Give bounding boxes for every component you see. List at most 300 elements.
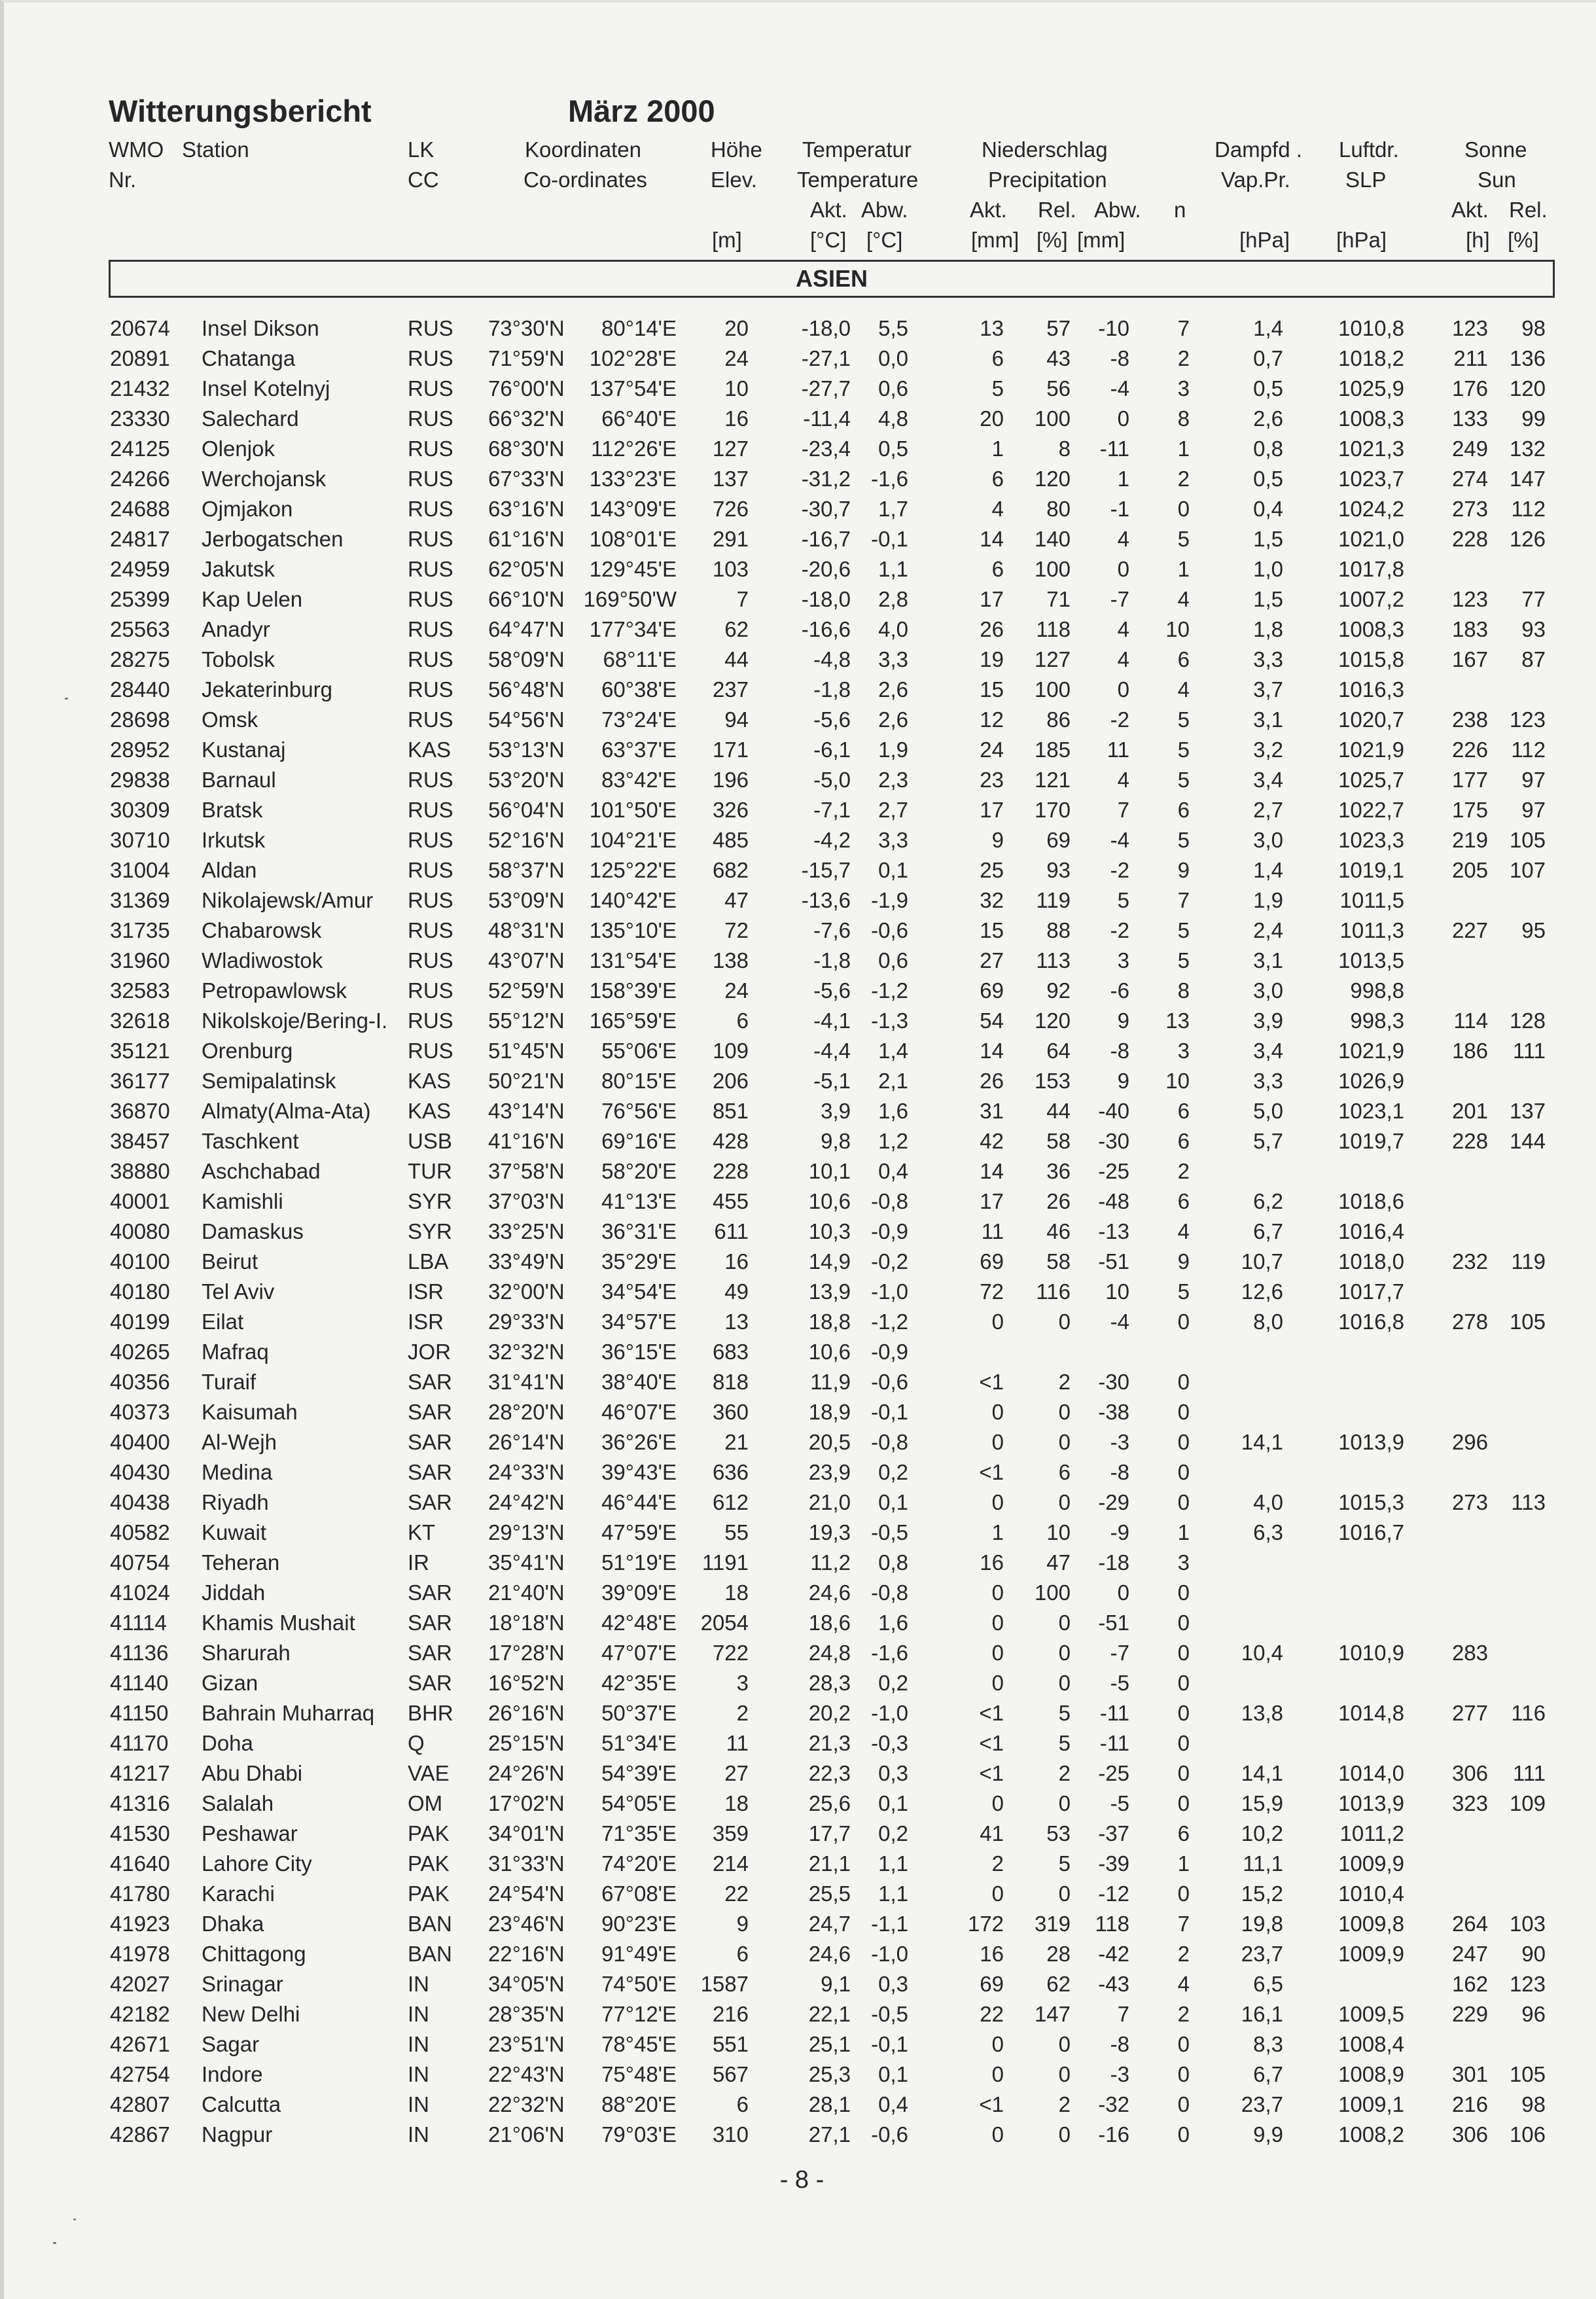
cell-country-code: BAN: [408, 1942, 452, 1966]
cell-longitude: 91°49'E: [601, 1942, 677, 1966]
cell-temp-akt: 28,1: [808, 2092, 851, 2116]
cell-slp: 1020,7: [1338, 707, 1404, 732]
cell-prec-days: 10: [1165, 1069, 1190, 1093]
cell-longitude: 137°54'E: [589, 376, 677, 401]
cell-wmo-nr: 24817: [110, 527, 170, 551]
cell-slp: 1015,8: [1338, 647, 1404, 671]
cell-country-code: SAR: [408, 1430, 452, 1454]
cell-longitude: 46°07'E: [601, 1400, 677, 1424]
section-heading-box: [109, 260, 1555, 298]
cell-station: Calcutta: [202, 2092, 281, 2116]
cell-temp-akt: 21,0: [808, 1490, 851, 1514]
cell-sun-akt: 264: [1451, 1912, 1488, 1936]
cell-prec-abw: 0: [1117, 557, 1129, 581]
cell-slp: 1021,9: [1338, 1039, 1404, 1063]
cell-latitude: 23°46'N: [488, 1912, 565, 1936]
cell-prec-days: 0: [1177, 1490, 1190, 1514]
cell-wmo-nr: 31960: [110, 948, 170, 972]
cell-longitude: 75°48'E: [601, 2062, 677, 2086]
cell-temp-abw: -0,3: [871, 1731, 908, 1755]
cell-wmo-nr: 32583: [110, 978, 170, 1003]
cell-vapour-pressure: 3,1: [1253, 948, 1283, 972]
cell-wmo-nr: 40080: [110, 1219, 170, 1243]
cell-elevation: 137: [712, 467, 749, 491]
cell-station: Srinagar: [202, 1972, 283, 1996]
cell-elevation: 103: [712, 557, 749, 581]
cell-sun-rel: 93: [1521, 617, 1546, 641]
cell-wmo-nr: 41150: [110, 1701, 169, 1725]
cell-prec-akt: 1: [991, 1520, 1004, 1544]
cell-temp-abw: 1,6: [878, 1611, 908, 1635]
cell-country-code: RUS: [408, 346, 453, 370]
cell-slp: 1026,9: [1338, 1069, 1404, 1093]
cell-wmo-nr: 40356: [110, 1370, 170, 1394]
cell-elevation: 7: [736, 587, 749, 611]
cell-temp-abw: 2,3: [878, 768, 908, 792]
cell-prec-abw: 7: [1117, 798, 1129, 822]
cell-slp: 1008,3: [1338, 406, 1404, 431]
cell-elevation: 21: [724, 1430, 749, 1454]
cell-temp-akt: -16,7: [801, 527, 851, 551]
table-row: [4, 885, 1596, 916]
cell-prec-abw: 0: [1117, 1580, 1129, 1605]
cell-prec-abw: -9: [1110, 1520, 1129, 1544]
cell-prec-akt: 9: [991, 828, 1004, 852]
cell-elevation: 726: [712, 497, 749, 521]
header-koordinaten: Koordinaten: [525, 137, 641, 162]
cell-latitude: 25°15'N: [488, 1731, 565, 1755]
cell-prec-rel: 28: [1046, 1942, 1071, 1966]
cell-prec-days: 2: [1177, 467, 1190, 491]
cell-temp-abw: 4,8: [878, 406, 908, 431]
cell-latitude: 53°20'N: [488, 768, 565, 792]
cell-country-code: LBA: [408, 1249, 449, 1274]
cell-sun-rel: 136: [1509, 346, 1546, 370]
cell-elevation: 9: [736, 1912, 749, 1936]
cell-temp-abw: -0,6: [871, 1370, 908, 1394]
cell-prec-akt: 20: [980, 406, 1004, 431]
table-row: [4, 1518, 1596, 1548]
cell-prec-akt: 0: [991, 2062, 1004, 2086]
cell-sun-akt: 232: [1451, 1249, 1488, 1274]
cell-prec-akt: 13: [980, 316, 1004, 340]
cell-sun-akt: 123: [1451, 587, 1488, 611]
cell-temp-akt: -1,8: [813, 948, 851, 972]
cell-prec-days: 4: [1177, 1219, 1190, 1243]
table-row: [4, 1307, 1596, 1337]
cell-temp-abw: 0,1: [878, 2062, 908, 2086]
cell-sun-rel: 97: [1521, 768, 1546, 792]
cell-prec-rel: 2: [1058, 1370, 1071, 1394]
table-row: [4, 554, 1596, 584]
cell-slp: 1017,7: [1338, 1279, 1404, 1304]
table-row: [4, 1548, 1596, 1578]
cell-latitude: 55°12'N: [488, 1008, 565, 1033]
cell-longitude: 46°44'E: [601, 1490, 677, 1514]
cell-temp-abw: -0,8: [871, 1580, 908, 1605]
cell-prec-abw: -11: [1099, 437, 1129, 461]
header-sun-akt: Akt.: [1451, 198, 1489, 222]
cell-prec-rel: 170: [1034, 798, 1071, 822]
cell-vapour-pressure: 13,8: [1241, 1701, 1283, 1725]
table-row: [4, 464, 1596, 494]
cell-prec-rel: 58: [1046, 1249, 1071, 1274]
cell-country-code: RUS: [408, 948, 453, 972]
report-title: Witterungsbericht: [109, 94, 372, 128]
cell-temp-abw: -1,3: [871, 1008, 908, 1033]
header-station: Station: [182, 137, 249, 162]
cell-wmo-nr: 29838: [110, 768, 170, 792]
cell-vapour-pressure: 5,7: [1253, 1129, 1283, 1153]
cell-sun-akt: 123: [1451, 316, 1488, 340]
cell-prec-abw: -16: [1098, 2122, 1129, 2147]
cell-temp-akt: -6,1: [813, 738, 851, 762]
cell-prec-akt: 24: [980, 738, 1004, 762]
cell-vapour-pressure: 3,9: [1253, 1008, 1283, 1033]
cell-prec-rel: 0: [1058, 2062, 1071, 2086]
cell-vapour-pressure: 5,0: [1253, 1099, 1283, 1123]
cell-station: Indore: [202, 2062, 263, 2086]
cell-country-code: RUS: [408, 677, 453, 702]
cell-sun-rel: 103: [1509, 1912, 1546, 1936]
cell-latitude: 28°20'N: [488, 1400, 565, 1424]
cell-temp-abw: -0,6: [871, 2122, 908, 2147]
cell-latitude: 24°26'N: [488, 1761, 565, 1785]
cell-prec-abw: 0: [1117, 677, 1129, 702]
cell-temp-abw: 0,6: [878, 376, 908, 401]
header-temperatur: Temperatur: [802, 137, 912, 162]
cell-slp: 1010,9: [1338, 1641, 1404, 1665]
scan-speck: [73, 2219, 76, 2220]
cell-longitude: 63°37'E: [601, 738, 677, 762]
cell-latitude: 61°16'N: [488, 527, 565, 551]
cell-longitude: 76°56'E: [601, 1099, 677, 1123]
cell-sun-rel: 109: [1509, 1791, 1546, 1815]
cell-slp: 1023,1: [1338, 1099, 1404, 1123]
cell-sun-akt: 114: [1453, 1008, 1488, 1033]
cell-sun-rel: 113: [1511, 1490, 1546, 1514]
cell-station: Taschkent: [202, 1129, 299, 1153]
cell-prec-days: 0: [1177, 1881, 1190, 1906]
cell-slp: 1007,2: [1338, 587, 1404, 611]
cell-wmo-nr: 41217: [110, 1761, 170, 1785]
cell-country-code: IN: [408, 2002, 429, 2026]
cell-prec-days: 0: [1177, 2092, 1190, 2116]
cell-sun-akt: 283: [1451, 1641, 1488, 1665]
cell-temp-abw: 2,8: [878, 587, 908, 611]
cell-prec-abw: -11: [1099, 1731, 1129, 1755]
cell-vapour-pressure: 12,6: [1241, 1279, 1283, 1304]
cell-prec-days: 0: [1177, 497, 1190, 521]
header-slp: SLP: [1345, 168, 1387, 192]
cell-wmo-nr: 38880: [110, 1159, 170, 1183]
table-row: [4, 1217, 1596, 1247]
cell-slp: 1011,5: [1339, 888, 1404, 912]
cell-sun-akt: 183: [1451, 617, 1488, 641]
cell-temp-akt: 24,6: [808, 1580, 851, 1605]
cell-prec-days: 0: [1177, 1791, 1190, 1815]
cell-prec-akt: 0: [991, 2122, 1004, 2147]
cell-station: Kaisumah: [202, 1400, 298, 1424]
cell-prec-abw: 0: [1117, 406, 1129, 431]
table-row: [4, 1969, 1596, 1999]
cell-wmo-nr: 31369: [110, 888, 170, 912]
cell-prec-akt: 31: [980, 1099, 1004, 1123]
cell-latitude: 35°41'N: [488, 1550, 565, 1575]
cell-vapour-pressure: 14,1: [1241, 1430, 1283, 1454]
cell-station: Karachi: [202, 1881, 275, 1906]
cell-prec-days: 7: [1177, 888, 1190, 912]
cell-prec-abw: -10: [1098, 316, 1129, 340]
cell-prec-days: 0: [1177, 1731, 1190, 1755]
cell-prec-rel: 62: [1046, 1972, 1071, 1996]
cell-wmo-nr: 42754: [110, 2062, 170, 2086]
cell-station: Nikolskoje/Bering-I.: [202, 1008, 388, 1033]
cell-country-code: IN: [408, 2062, 429, 2086]
cell-prec-abw: -11: [1099, 1701, 1129, 1725]
cell-wmo-nr: 40438: [110, 1490, 170, 1514]
cell-longitude: 169°50'W: [583, 587, 677, 611]
table-row: [4, 1578, 1596, 1608]
cell-prec-rel: 46: [1046, 1219, 1071, 1243]
cell-longitude: 135°10'E: [589, 918, 677, 942]
header-temperature: Temperature: [797, 168, 919, 192]
cell-temp-akt: 10,6: [808, 1189, 851, 1213]
cell-prec-abw: -38: [1098, 1400, 1129, 1424]
cell-sun-rel: 128: [1509, 1008, 1546, 1033]
cell-temp-akt: 25,3: [808, 2062, 851, 2086]
cell-prec-abw: 9: [1117, 1008, 1129, 1033]
cell-wmo-nr: 41136: [110, 1641, 169, 1665]
cell-slp: 1021,0: [1338, 527, 1404, 551]
cell-vapour-pressure: 2,6: [1253, 406, 1283, 431]
cell-temp-abw: 0,1: [878, 1791, 908, 1815]
cell-slp: 1010,8: [1338, 316, 1404, 340]
cell-country-code: IN: [408, 2122, 429, 2147]
header-unit-mm-abw: [mm]: [1077, 228, 1126, 252]
cell-sun-rel: 116: [1511, 1701, 1546, 1725]
cell-slp: 1009,9: [1338, 1851, 1404, 1876]
table-row: [4, 1096, 1596, 1126]
cell-prec-akt: 0: [991, 1611, 1004, 1635]
cell-longitude: 68°11'E: [603, 647, 677, 671]
cell-temp-akt: -16,6: [801, 617, 851, 641]
cell-prec-days: 2: [1177, 1159, 1190, 1183]
header-prec-n: n: [1174, 198, 1186, 222]
cell-longitude: 79°03'E: [601, 2122, 677, 2147]
cell-temp-akt: -27,7: [801, 376, 851, 401]
cell-sun-akt: 228: [1451, 1129, 1488, 1153]
cell-prec-abw: 10: [1105, 1279, 1129, 1304]
table-row: [4, 2090, 1596, 2120]
cell-prec-rel: 69: [1046, 828, 1071, 852]
cell-vapour-pressure: 6,7: [1253, 1219, 1283, 1243]
cell-prec-rel: 0: [1058, 1430, 1071, 1454]
cell-prec-rel: 100: [1034, 1580, 1071, 1605]
header-vap-pr: Vap.Pr.: [1221, 168, 1290, 192]
cell-latitude: 58°37'N: [488, 858, 565, 882]
cell-sun-rel: 87: [1521, 647, 1546, 671]
cell-slp: 1009,8: [1338, 1912, 1404, 1936]
cell-prec-rel: 153: [1034, 1069, 1071, 1093]
cell-wmo-nr: 36870: [110, 1099, 170, 1123]
cell-station: Salechard: [202, 406, 299, 431]
page-number: - 8 -: [779, 2166, 825, 2194]
cell-latitude: 22°16'N: [488, 1942, 565, 1966]
cell-temp-akt: 10,3: [808, 1219, 851, 1243]
cell-country-code: RUS: [408, 617, 453, 641]
header-unit-c-abw: [°C]: [866, 228, 903, 252]
cell-prec-days: 7: [1177, 1912, 1190, 1936]
cell-prec-days: 6: [1177, 1129, 1190, 1153]
cell-wmo-nr: 36177: [110, 1069, 170, 1093]
cell-prec-rel: 71: [1046, 587, 1071, 611]
cell-sun-rel: 120: [1509, 376, 1546, 401]
cell-prec-abw: -2: [1110, 707, 1129, 732]
cell-prec-abw: 11: [1107, 738, 1129, 762]
cell-latitude: 33°49'N: [488, 1249, 565, 1274]
cell-prec-rel: 80: [1046, 497, 1071, 521]
cell-elevation: 10: [724, 376, 749, 401]
cell-prec-abw: -5: [1110, 1671, 1129, 1695]
cell-latitude: 67°33'N: [488, 467, 565, 491]
cell-temp-akt: -15,7: [801, 858, 851, 882]
cell-country-code: IN: [408, 2092, 429, 2116]
cell-sun-rel: 126: [1509, 527, 1546, 551]
cell-longitude: 34°57'E: [601, 1310, 677, 1334]
cell-latitude: 63°16'N: [488, 497, 565, 521]
cell-prec-abw: -43: [1098, 1972, 1129, 1996]
cell-elevation: 24: [724, 346, 749, 370]
cell-slp: 1018,6: [1338, 1189, 1404, 1213]
table-row: [4, 1608, 1596, 1638]
cell-latitude: 43°14'N: [488, 1099, 565, 1123]
cell-vapour-pressure: 10,4: [1241, 1641, 1283, 1665]
cell-country-code: SAR: [408, 1671, 452, 1695]
cell-latitude: 52°16'N: [488, 828, 565, 852]
cell-wmo-nr: 40180: [110, 1279, 170, 1304]
header-sun: Sun: [1478, 168, 1516, 192]
cell-sun-akt: 226: [1451, 738, 1488, 762]
cell-sun-rel: 90: [1521, 1942, 1546, 1966]
cell-longitude: 35°29'E: [601, 1249, 677, 1274]
cell-temp-abw: -1,0: [871, 1279, 908, 1304]
cell-temp-akt: -18,0: [801, 587, 851, 611]
cell-prec-akt: 32: [980, 888, 1004, 912]
cell-temp-akt: -11,4: [803, 406, 851, 431]
cell-prec-akt: 16: [980, 1942, 1004, 1966]
cell-prec-akt: 0: [991, 1791, 1004, 1815]
cell-station: Turaif: [202, 1370, 257, 1394]
table-row: [4, 1126, 1596, 1156]
cell-elevation: 16: [724, 406, 749, 431]
cell-prec-abw: -40: [1098, 1099, 1129, 1123]
cell-longitude: 80°14'E: [601, 316, 677, 340]
cell-elevation: 94: [724, 707, 749, 732]
cell-prec-rel: 100: [1034, 406, 1071, 431]
cell-slp: 1025,9: [1338, 376, 1404, 401]
cell-longitude: 36°15'E: [601, 1340, 677, 1364]
cell-vapour-pressure: 1,4: [1253, 316, 1283, 340]
cell-latitude: 21°40'N: [488, 1580, 565, 1605]
cell-slp: 1015,3: [1338, 1490, 1404, 1514]
cell-station: Sharurah: [202, 1641, 291, 1665]
cell-country-code: PAK: [408, 1821, 450, 1845]
cell-latitude: 48°31'N: [488, 918, 565, 942]
table-row: [4, 1186, 1596, 1217]
cell-prec-abw: -3: [1110, 2062, 1129, 2086]
cell-prec-rel: 121: [1034, 768, 1071, 792]
cell-wmo-nr: 35121: [110, 1039, 170, 1063]
cell-slp: 1017,8: [1338, 557, 1404, 581]
cell-latitude: 21°06'N: [488, 2122, 565, 2147]
cell-slp: 1021,3: [1338, 437, 1404, 461]
cell-temp-akt: 3,9: [821, 1099, 851, 1123]
cell-longitude: 36°31'E: [601, 1219, 677, 1243]
cell-prec-days: 4: [1177, 587, 1190, 611]
cell-temp-akt: 21,1: [808, 1851, 851, 1876]
cell-temp-abw: 1,1: [878, 1851, 908, 1876]
cell-prec-rel: 0: [1058, 2122, 1071, 2147]
cell-prec-abw: -7: [1110, 587, 1129, 611]
cell-latitude: 32°00'N: [488, 1279, 565, 1304]
cell-slp: 1019,7: [1338, 1129, 1404, 1153]
cell-station: Werchojansk: [202, 467, 327, 491]
cell-prec-abw: -25: [1098, 1159, 1129, 1183]
cell-country-code: RUS: [408, 707, 453, 732]
cell-latitude: 62°05'N: [488, 557, 565, 581]
cell-prec-abw: -8: [1110, 1460, 1129, 1484]
cell-temp-abw: -0,5: [871, 2002, 908, 2026]
cell-prec-rel: 2: [1058, 2092, 1071, 2116]
cell-latitude: 34°01'N: [488, 1821, 565, 1845]
cell-longitude: 38°40'E: [601, 1370, 677, 1394]
cell-wmo-nr: 42027: [110, 1972, 170, 1996]
cell-latitude: 73°30'N: [488, 316, 565, 340]
cell-country-code: IR: [408, 1550, 429, 1575]
cell-sun-akt: 211: [1453, 346, 1488, 370]
cell-prec-rel: 2: [1058, 1761, 1071, 1785]
cell-prec-rel: 147: [1034, 2002, 1071, 2026]
cell-wmo-nr: 31735: [110, 918, 170, 942]
cell-prec-rel: 57: [1046, 316, 1071, 340]
cell-wmo-nr: 40754: [110, 1550, 170, 1575]
cell-prec-days: 0: [1177, 1370, 1190, 1394]
cell-sun-akt: 247: [1451, 1942, 1488, 1966]
cell-country-code: RUS: [408, 647, 453, 671]
cell-prec-days: 0: [1177, 1430, 1190, 1454]
header-luftdruck: Luftdr.: [1339, 137, 1399, 162]
cell-longitude: 125°22'E: [589, 858, 677, 882]
cell-latitude: 37°03'N: [488, 1189, 565, 1213]
cell-elevation: 567: [712, 2062, 749, 2086]
cell-longitude: 158°39'E: [589, 978, 677, 1003]
cell-wmo-nr: 41170: [110, 1731, 169, 1755]
cell-vapour-pressure: 15,2: [1241, 1881, 1283, 1906]
cell-temp-akt: 18,9: [808, 1400, 851, 1424]
cell-elevation: 16: [724, 1249, 749, 1274]
cell-longitude: 80°15'E: [601, 1069, 677, 1093]
cell-wmo-nr: 24266: [110, 467, 170, 491]
cell-temp-akt: 19,3: [808, 1520, 851, 1544]
cell-country-code: RUS: [408, 376, 453, 401]
cell-latitude: 54°56'N: [488, 707, 565, 732]
cell-longitude: 78°45'E: [601, 2032, 677, 2056]
cell-sun-akt: 186: [1451, 1039, 1488, 1063]
cell-elevation: 55: [724, 1520, 749, 1544]
cell-slp: 1022,7: [1338, 798, 1404, 822]
cell-temp-akt: -23,4: [801, 437, 851, 461]
